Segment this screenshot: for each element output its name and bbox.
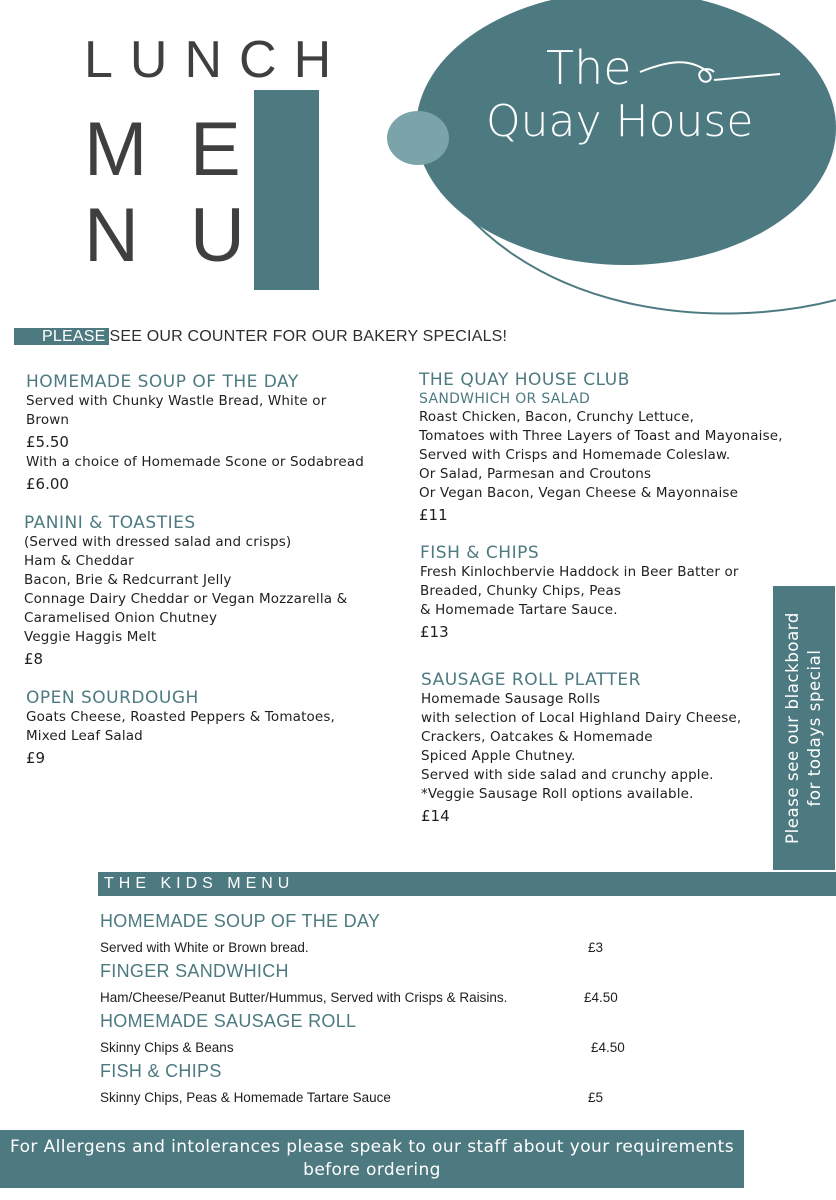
menu-line: Brown <box>26 412 70 428</box>
price: £5.50 <box>26 433 69 451</box>
section-title: THE QUAY HOUSE CLUB <box>419 370 630 390</box>
price: £11 <box>419 506 448 524</box>
title-letter-m: M <box>84 107 148 192</box>
kids-menu-heading: THE KIDS MENU <box>98 872 836 896</box>
kids-item-desc: Skinny Chips, Peas & Homemade Tartare Sauce <box>100 1090 391 1105</box>
section-title: SAUSAGE ROLL PLATTER <box>421 670 641 690</box>
kids-item-title: HOMEMADE SAUSAGE ROLL <box>100 1011 357 1031</box>
price: £13 <box>420 623 449 641</box>
kids-item-desc: Skinny Chips & Beans <box>100 1040 234 1055</box>
kids-item-price: £3 <box>588 940 604 955</box>
section-sausage-platter <box>421 670 741 827</box>
menu-line: Served with Chunky Wastle Bread, White or <box>26 393 327 409</box>
blackboard-text <box>782 612 826 844</box>
bakery-notice <box>14 328 507 346</box>
menu-line: With a choice of Homemade Scone or Sodabread <box>26 454 365 470</box>
title-letter-e: E <box>190 107 241 192</box>
menu-line: Goats Cheese, Roasted Peppers & Tomatoes, <box>26 709 335 725</box>
blackboard-line: for todays special <box>805 649 824 807</box>
section-panini <box>24 513 347 670</box>
menu-line: Tomatoes with Three Layers of Toast and Mayonaise, <box>419 428 783 444</box>
kids-item-price: £4.50 <box>584 990 618 1005</box>
blackboard-line: Please see our blackboard <box>783 612 802 844</box>
brand-name-the: The <box>546 41 632 95</box>
allergen-footer <box>0 1130 744 1188</box>
kids-item-desc: Ham/Cheese/Peanut Butter/Hummus, Served with Crisps & Raisins. <box>100 990 508 1005</box>
menu-line: Connage Dairy Cheddar or Vegan Mozzarella & <box>24 591 348 607</box>
section-title: FISH & CHIPS <box>420 543 540 563</box>
bakery-text: SEE OUR COUNTER FOR OUR BAKERY SPECIALS! <box>109 328 508 345</box>
section-subtitle: SANDWHICH OR SALAD <box>419 391 591 407</box>
section-fish-chips <box>420 543 739 643</box>
menu-line: Bacon, Brie & Redcurrant Jelly <box>24 572 232 588</box>
section-soup <box>26 372 364 495</box>
section-club <box>419 370 783 526</box>
price: £6.00 <box>26 475 69 493</box>
price: £8 <box>24 650 44 668</box>
price: £14 <box>421 807 450 825</box>
menu-line: Breaded, Chunky Chips, Peas <box>420 583 622 599</box>
section-title: PANINI & TOASTIES <box>24 513 196 533</box>
kids-item-title: FISH & CHIPS <box>100 1061 222 1081</box>
kids-item-title: FINGER SANDWHICH <box>100 961 289 981</box>
footer-line: before ordering <box>303 1160 441 1180</box>
menu-line: Veggie Haggis Melt <box>24 629 157 645</box>
menu-line: Caramelised Onion Chutney <box>24 610 218 626</box>
title-letter-n: N <box>84 193 139 278</box>
section-title: OPEN SOURDOUGH <box>26 688 199 708</box>
menu-line: Served with Crisps and Homemade Coleslaw. <box>419 447 731 463</box>
menu-line: Roast Chicken, Bacon, Crunchy Lettuce, <box>419 409 695 425</box>
bakery-highlight: PLEASE <box>14 328 109 345</box>
menu-line: *Veggie Sausage Roll options available. <box>421 786 694 802</box>
price: £9 <box>26 749 46 767</box>
menu-line: Crackers, Oatcakes & Homemade <box>421 729 653 745</box>
menu-line: Fresh Kinlochbervie Haddock in Beer Batter or <box>420 564 739 580</box>
kids-item-price: £4.50 <box>591 1040 625 1055</box>
kids-item-title: HOMEMADE SOUP OF THE DAY <box>100 911 381 931</box>
title-accent-bar <box>254 90 319 290</box>
small-dot <box>387 111 449 165</box>
section-sourdough <box>26 688 335 769</box>
menu-line: Mixed Leaf Salad <box>26 728 143 744</box>
brand-name-quay-house: Quay House <box>486 96 754 147</box>
blackboard-band <box>773 586 835 870</box>
menu-line: with selection of Local Highland Dairy Cheese, <box>421 710 742 726</box>
menu-line: Homemade Sausage Rolls <box>421 691 601 707</box>
menu-line: Served with side salad and crunchy apple. <box>421 767 714 783</box>
menu-line: & Homemade Tartare Sauce. <box>420 602 618 618</box>
menu-line: Spiced Apple Chutney. <box>421 748 576 764</box>
menu-line: Ham & Cheddar <box>24 553 134 569</box>
kids-item-price: £5 <box>588 1090 604 1105</box>
title-letter-u: U <box>190 193 245 278</box>
title-lunch: LUNCH <box>84 31 349 89</box>
menu-line: (Served with dressed salad and crisps) <box>24 534 292 550</box>
menu-line: Or Salad, Parmesan and Croutons <box>419 466 652 482</box>
footer-line: For Allergens and intolerances please speak to our staff about your requirements <box>10 1137 734 1157</box>
kids-item-desc: Served with White or Brown bread. <box>100 940 309 955</box>
menu-line: Or Vegan Bacon, Vegan Cheese & Mayonnaise <box>419 485 739 501</box>
section-title: HOMEMADE SOUP OF THE DAY <box>26 372 299 392</box>
